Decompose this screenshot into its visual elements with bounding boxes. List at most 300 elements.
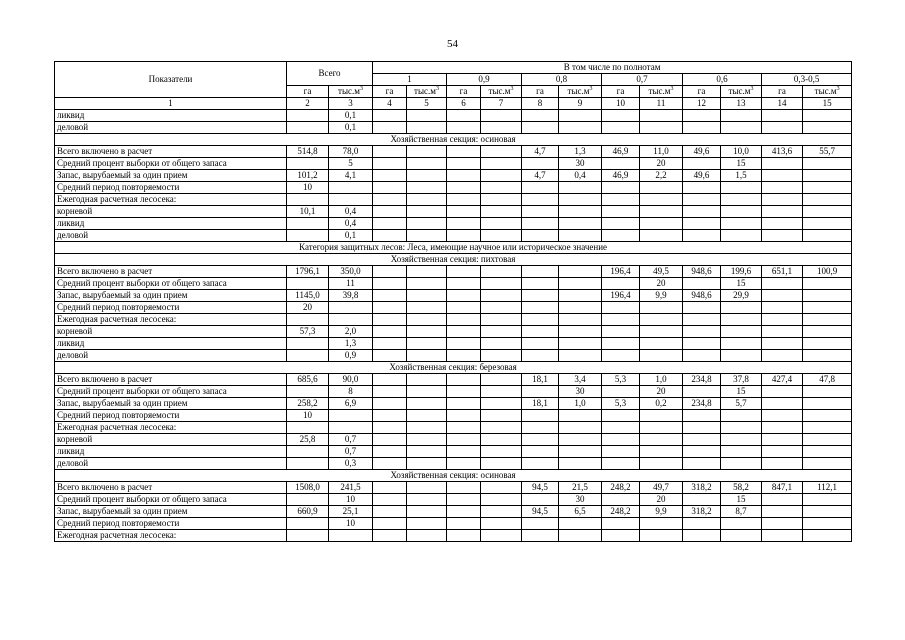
column-number: 15 bbox=[803, 98, 852, 110]
table-cell bbox=[481, 458, 522, 470]
table-cell bbox=[559, 434, 602, 446]
row-label: ликвид bbox=[55, 218, 287, 230]
table-cell bbox=[559, 338, 602, 350]
table-cell bbox=[522, 266, 559, 278]
table-cell bbox=[721, 218, 762, 230]
table-cell bbox=[559, 410, 602, 422]
header-density: 1 bbox=[373, 74, 447, 86]
table-cell bbox=[640, 230, 683, 242]
table-row bbox=[55, 422, 852, 434]
table-cell bbox=[559, 110, 602, 122]
unit-volume-text: тыс.м bbox=[338, 86, 360, 96]
table-cell bbox=[481, 278, 522, 290]
table-cell bbox=[762, 350, 803, 362]
table-cell bbox=[407, 122, 447, 134]
table-cell: 78,0 bbox=[329, 146, 373, 158]
header-total: Всего bbox=[287, 62, 373, 86]
table-cell bbox=[803, 350, 852, 362]
unit-volume-superscript: 3 bbox=[589, 86, 593, 92]
table-cell bbox=[373, 158, 407, 170]
row-label: Ежегодная расчетная лесосека: bbox=[55, 422, 287, 434]
table-cell: 6,9 bbox=[329, 398, 373, 410]
table-cell bbox=[373, 494, 407, 506]
table-cell bbox=[602, 422, 640, 434]
table-cell bbox=[287, 530, 329, 542]
table-cell bbox=[803, 326, 852, 338]
table-cell bbox=[640, 350, 683, 362]
table-cell bbox=[481, 386, 522, 398]
table-cell bbox=[522, 518, 559, 530]
table-cell: 427,4 bbox=[762, 374, 803, 386]
table-cell bbox=[407, 422, 447, 434]
table-cell bbox=[373, 290, 407, 302]
table-cell bbox=[481, 374, 522, 386]
table-cell bbox=[721, 182, 762, 194]
table-cell: 46,9 bbox=[602, 146, 640, 158]
table-cell bbox=[287, 194, 329, 206]
table-cell bbox=[287, 350, 329, 362]
table-cell: 10 bbox=[287, 182, 329, 194]
table-cell bbox=[407, 206, 447, 218]
table-cell bbox=[602, 110, 640, 122]
table-cell bbox=[721, 410, 762, 422]
table-cell bbox=[559, 458, 602, 470]
unit-volume bbox=[640, 86, 683, 98]
table-cell: 94,5 bbox=[522, 482, 559, 494]
section-row bbox=[55, 254, 852, 266]
table-cell bbox=[373, 230, 407, 242]
table-cell bbox=[522, 494, 559, 506]
table-cell bbox=[481, 446, 522, 458]
table-cell bbox=[721, 434, 762, 446]
column-number: 3 bbox=[329, 98, 373, 110]
table-cell bbox=[447, 290, 481, 302]
table-cell bbox=[407, 110, 447, 122]
table-cell: 199,6 bbox=[721, 266, 762, 278]
table-cell bbox=[407, 506, 447, 518]
column-number: 14 bbox=[762, 98, 803, 110]
table-row bbox=[55, 326, 852, 338]
table-cell bbox=[373, 434, 407, 446]
table-cell bbox=[602, 278, 640, 290]
table-cell bbox=[721, 314, 762, 326]
table-cell bbox=[522, 194, 559, 206]
table-cell bbox=[559, 182, 602, 194]
table-cell bbox=[559, 446, 602, 458]
header-density: 0,6 bbox=[683, 74, 762, 86]
table-cell bbox=[287, 338, 329, 350]
table-cell bbox=[447, 494, 481, 506]
table-cell bbox=[373, 530, 407, 542]
section-row bbox=[55, 242, 852, 254]
table-cell bbox=[373, 170, 407, 182]
table-cell bbox=[683, 518, 721, 530]
table-cell bbox=[602, 530, 640, 542]
table-cell bbox=[762, 194, 803, 206]
table-cell: 0,1 bbox=[329, 110, 373, 122]
table-cell bbox=[683, 230, 721, 242]
row-label: ликвид bbox=[55, 446, 287, 458]
row-label: Всего включено в расчет bbox=[55, 482, 287, 494]
table-cell bbox=[721, 422, 762, 434]
table-cell bbox=[407, 266, 447, 278]
table-cell bbox=[373, 458, 407, 470]
table-cell bbox=[447, 218, 481, 230]
table-cell bbox=[287, 458, 329, 470]
table-cell bbox=[762, 278, 803, 290]
table-row bbox=[55, 374, 852, 386]
section-title: Хозяйственная секция: березовая bbox=[55, 362, 852, 374]
table-cell: 3,4 bbox=[559, 374, 602, 386]
table-cell: 15 bbox=[721, 158, 762, 170]
table-cell bbox=[559, 218, 602, 230]
table-cell: 8,7 bbox=[721, 506, 762, 518]
table-cell bbox=[803, 458, 852, 470]
table-cell: 20 bbox=[640, 494, 683, 506]
table-cell: 21,5 bbox=[559, 482, 602, 494]
table-cell: 10,0 bbox=[721, 146, 762, 158]
column-number: 7 bbox=[481, 98, 522, 110]
table-cell bbox=[373, 338, 407, 350]
table-cell bbox=[287, 278, 329, 290]
table-cell bbox=[559, 194, 602, 206]
table-cell bbox=[683, 434, 721, 446]
table-cell bbox=[407, 386, 447, 398]
table-cell bbox=[602, 206, 640, 218]
table-cell bbox=[640, 518, 683, 530]
table-cell bbox=[683, 302, 721, 314]
table-cell bbox=[373, 446, 407, 458]
table-cell bbox=[447, 458, 481, 470]
table-cell: 49,7 bbox=[640, 482, 683, 494]
unit-volume bbox=[559, 86, 602, 98]
table-cell bbox=[481, 482, 522, 494]
unit-volume-text: тыс.м bbox=[488, 86, 511, 96]
table-cell bbox=[602, 386, 640, 398]
table-body bbox=[55, 110, 852, 542]
table-cell: 0,4 bbox=[329, 218, 373, 230]
table-cell bbox=[559, 314, 602, 326]
table-cell bbox=[373, 314, 407, 326]
table-cell bbox=[683, 278, 721, 290]
header-density: 0,3-0,5 bbox=[762, 74, 852, 86]
table-cell: 0,2 bbox=[640, 398, 683, 410]
table-cell bbox=[803, 182, 852, 194]
table-cell bbox=[683, 122, 721, 134]
table-cell bbox=[559, 266, 602, 278]
table-cell bbox=[762, 290, 803, 302]
table-cell: 46,9 bbox=[602, 170, 640, 182]
table-row bbox=[55, 194, 852, 206]
unit-volume bbox=[803, 86, 852, 98]
table-cell bbox=[602, 338, 640, 350]
table-cell bbox=[447, 182, 481, 194]
table-row bbox=[55, 446, 852, 458]
table-cell bbox=[481, 398, 522, 410]
unit-volume-superscript: 3 bbox=[510, 86, 514, 92]
table-cell bbox=[762, 302, 803, 314]
table-cell bbox=[683, 314, 721, 326]
table-cell bbox=[803, 206, 852, 218]
table-cell: 0,7 bbox=[329, 446, 373, 458]
table-cell: 37,8 bbox=[721, 374, 762, 386]
table-cell bbox=[407, 326, 447, 338]
table-cell bbox=[373, 266, 407, 278]
table-cell: 29,9 bbox=[721, 290, 762, 302]
table-cell: 25,1 bbox=[329, 506, 373, 518]
table-cell bbox=[522, 230, 559, 242]
unit-volume-superscript: 3 bbox=[435, 86, 439, 92]
table-cell: 49,6 bbox=[683, 170, 721, 182]
table-cell bbox=[721, 326, 762, 338]
table-cell bbox=[481, 218, 522, 230]
row-label: Средний процент выборки от общего запаса bbox=[55, 278, 287, 290]
table-cell bbox=[373, 374, 407, 386]
table-cell: 1,0 bbox=[640, 374, 683, 386]
table-cell: 514,8 bbox=[287, 146, 329, 158]
table-cell bbox=[329, 530, 373, 542]
unit-volume bbox=[481, 86, 522, 98]
table-cell bbox=[447, 386, 481, 398]
row-label: ликвид bbox=[55, 338, 287, 350]
table-cell bbox=[602, 350, 640, 362]
row-label: Средний процент выборки от общего запаса bbox=[55, 494, 287, 506]
table-cell bbox=[683, 326, 721, 338]
table-row bbox=[55, 302, 852, 314]
table-cell: 5,3 bbox=[602, 398, 640, 410]
table-cell bbox=[287, 518, 329, 530]
unit-volume-superscript: 3 bbox=[670, 86, 674, 92]
table-cell bbox=[640, 422, 683, 434]
table-cell bbox=[803, 302, 852, 314]
table-cell bbox=[762, 170, 803, 182]
unit-ha: га bbox=[373, 86, 407, 98]
table-cell bbox=[803, 158, 852, 170]
table-cell: 4,1 bbox=[329, 170, 373, 182]
table-cell bbox=[683, 206, 721, 218]
table-cell bbox=[447, 110, 481, 122]
unit-ha: га bbox=[683, 86, 721, 98]
table-row bbox=[55, 182, 852, 194]
table-cell: 685,6 bbox=[287, 374, 329, 386]
table-cell: 20 bbox=[640, 278, 683, 290]
table-cell bbox=[481, 410, 522, 422]
table-cell bbox=[481, 146, 522, 158]
table-cell bbox=[522, 122, 559, 134]
row-label: деловой bbox=[55, 230, 287, 242]
table-cell bbox=[762, 410, 803, 422]
table-cell bbox=[602, 182, 640, 194]
table-cell bbox=[683, 350, 721, 362]
section-row bbox=[55, 362, 852, 374]
table-cell bbox=[683, 410, 721, 422]
table-row bbox=[55, 206, 852, 218]
table-cell bbox=[602, 458, 640, 470]
table-cell: 15 bbox=[721, 494, 762, 506]
table-cell bbox=[407, 158, 447, 170]
row-label: Запас, вырубаемый за один прием bbox=[55, 398, 287, 410]
table-cell bbox=[803, 494, 852, 506]
table-cell bbox=[373, 398, 407, 410]
row-label: Запас, вырубаемый за один прием bbox=[55, 290, 287, 302]
section-row bbox=[55, 134, 852, 146]
table-cell bbox=[602, 434, 640, 446]
table-cell bbox=[803, 506, 852, 518]
table-cell: 47,8 bbox=[803, 374, 852, 386]
column-number: 8 bbox=[522, 98, 559, 110]
unit-ha: га bbox=[762, 86, 803, 98]
table-cell bbox=[407, 194, 447, 206]
table-cell bbox=[721, 230, 762, 242]
row-label: Ежегодная расчетная лесосека: bbox=[55, 530, 287, 542]
header-by-density: В том числе по полнотам bbox=[373, 62, 852, 74]
table-cell: 8 bbox=[329, 386, 373, 398]
row-label: Средний период повторяемости bbox=[55, 182, 287, 194]
table-cell bbox=[522, 206, 559, 218]
table-row bbox=[55, 482, 852, 494]
row-label: Средний процент выборки от общего запаса bbox=[55, 386, 287, 398]
table-cell bbox=[287, 494, 329, 506]
table-cell bbox=[762, 530, 803, 542]
section-title: Хозяйственная секция: пихтовая bbox=[55, 254, 852, 266]
table-cell bbox=[481, 122, 522, 134]
row-label: корневой bbox=[55, 326, 287, 338]
table-cell bbox=[373, 182, 407, 194]
table-cell bbox=[447, 170, 481, 182]
row-label: Всего включено в расчет bbox=[55, 374, 287, 386]
table-cell: 318,2 bbox=[683, 482, 721, 494]
table-cell bbox=[481, 314, 522, 326]
column-number: 5 bbox=[407, 98, 447, 110]
table-cell bbox=[447, 530, 481, 542]
table-cell bbox=[522, 314, 559, 326]
unit-volume-superscript: 3 bbox=[836, 86, 840, 92]
table-cell bbox=[287, 230, 329, 242]
table-cell bbox=[640, 218, 683, 230]
table-cell bbox=[683, 194, 721, 206]
table-cell bbox=[762, 158, 803, 170]
table-cell bbox=[522, 434, 559, 446]
table-cell bbox=[721, 458, 762, 470]
table-cell bbox=[803, 170, 852, 182]
table-cell bbox=[287, 386, 329, 398]
table-cell bbox=[762, 494, 803, 506]
table-cell bbox=[640, 338, 683, 350]
table-row bbox=[55, 266, 852, 278]
header-density: 0,8 bbox=[522, 74, 602, 86]
unit-volume-text: тыс.м bbox=[814, 86, 837, 96]
column-number: 12 bbox=[683, 98, 721, 110]
table-cell: 25,8 bbox=[287, 434, 329, 446]
table-cell bbox=[683, 494, 721, 506]
table-cell: 100,9 bbox=[803, 266, 852, 278]
table-cell bbox=[803, 338, 852, 350]
table-cell bbox=[721, 122, 762, 134]
table-cell: 413,6 bbox=[762, 146, 803, 158]
table-cell bbox=[721, 530, 762, 542]
table-cell bbox=[640, 122, 683, 134]
table-cell bbox=[559, 530, 602, 542]
table-cell bbox=[481, 494, 522, 506]
table-cell: 49,5 bbox=[640, 266, 683, 278]
table-cell bbox=[522, 338, 559, 350]
table-cell bbox=[640, 446, 683, 458]
table-cell: 350,0 bbox=[329, 266, 373, 278]
row-label: Запас, вырубаемый за один прием bbox=[55, 170, 287, 182]
table-cell bbox=[762, 326, 803, 338]
table-row bbox=[55, 230, 852, 242]
table-cell: 20 bbox=[640, 158, 683, 170]
table-cell bbox=[522, 302, 559, 314]
table-cell: 4,7 bbox=[522, 146, 559, 158]
table-row bbox=[55, 518, 852, 530]
table-cell bbox=[447, 146, 481, 158]
table-cell: 2,0 bbox=[329, 326, 373, 338]
table-cell bbox=[407, 338, 447, 350]
table-cell bbox=[447, 266, 481, 278]
table-cell bbox=[481, 326, 522, 338]
table-cell bbox=[640, 194, 683, 206]
row-label: Запас, вырубаемый за один прием bbox=[55, 506, 287, 518]
table-cell bbox=[522, 458, 559, 470]
table-cell bbox=[640, 302, 683, 314]
table-row bbox=[55, 158, 852, 170]
table-cell bbox=[481, 194, 522, 206]
table-cell bbox=[373, 350, 407, 362]
table-cell: 55,7 bbox=[803, 146, 852, 158]
table-cell bbox=[407, 218, 447, 230]
table-cell bbox=[683, 386, 721, 398]
table-cell bbox=[522, 278, 559, 290]
table-cell bbox=[287, 422, 329, 434]
table-cell bbox=[721, 110, 762, 122]
table-cell: 258,2 bbox=[287, 398, 329, 410]
table-cell: 1,3 bbox=[559, 146, 602, 158]
table-cell bbox=[407, 458, 447, 470]
table-cell bbox=[602, 410, 640, 422]
table-cell bbox=[447, 338, 481, 350]
table-cell bbox=[481, 518, 522, 530]
table-cell bbox=[602, 158, 640, 170]
table-cell bbox=[762, 506, 803, 518]
table-cell bbox=[447, 206, 481, 218]
table-cell bbox=[721, 338, 762, 350]
table-cell bbox=[559, 230, 602, 242]
unit-volume-text: тыс.м bbox=[728, 86, 751, 96]
table-cell: 248,2 bbox=[602, 506, 640, 518]
table-cell: 10 bbox=[329, 494, 373, 506]
table-cell bbox=[803, 278, 852, 290]
unit-volume-text: тыс.м bbox=[414, 86, 436, 96]
table-cell bbox=[329, 410, 373, 422]
row-label: Средний период повторяемости bbox=[55, 410, 287, 422]
table-cell: 1,3 bbox=[329, 338, 373, 350]
table-cell bbox=[683, 110, 721, 122]
table-cell bbox=[373, 110, 407, 122]
table-cell bbox=[602, 314, 640, 326]
table-row bbox=[55, 530, 852, 542]
table-cell: 0,1 bbox=[329, 122, 373, 134]
table-cell bbox=[447, 326, 481, 338]
table-cell bbox=[481, 434, 522, 446]
unit-volume bbox=[721, 86, 762, 98]
row-label: Ежегодная расчетная лесосека: bbox=[55, 314, 287, 326]
table-cell bbox=[447, 506, 481, 518]
table-cell: 948,6 bbox=[683, 266, 721, 278]
table-cell: 58,2 bbox=[721, 482, 762, 494]
table-cell: 847,1 bbox=[762, 482, 803, 494]
table-cell bbox=[447, 518, 481, 530]
